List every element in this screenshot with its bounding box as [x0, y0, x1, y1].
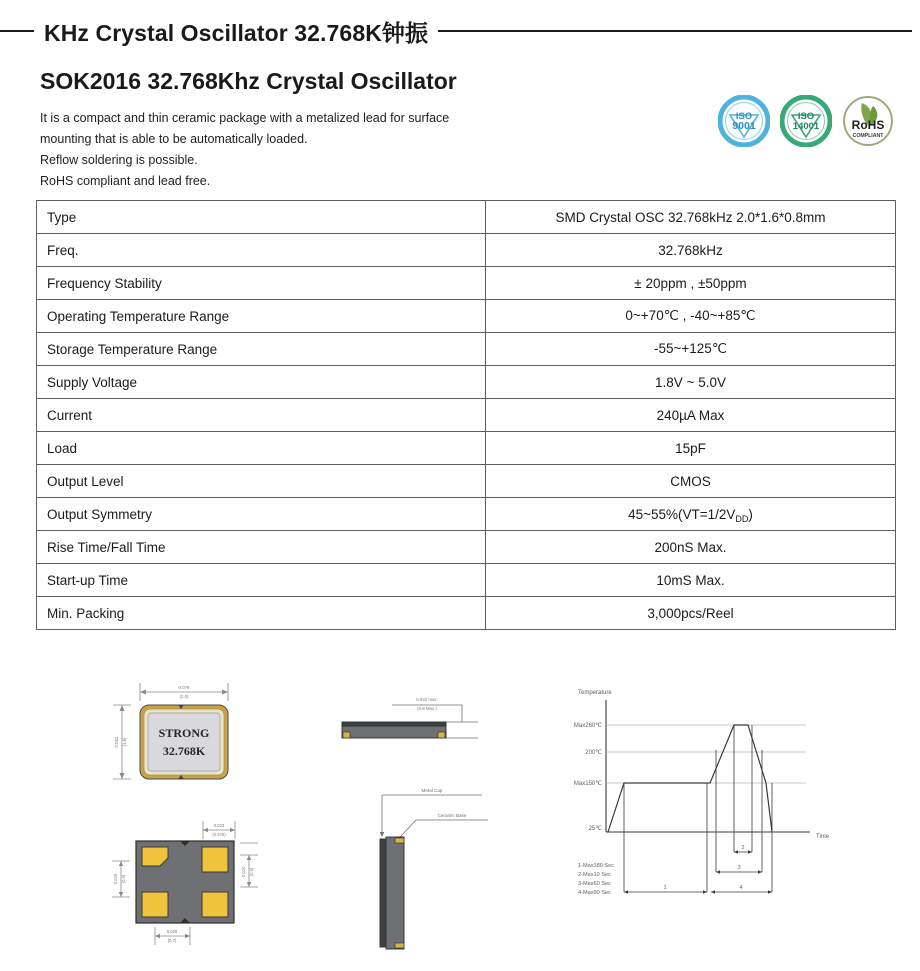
chart-ytick-max260: Max260℃	[573, 723, 602, 729]
spec-value: 15pF	[486, 432, 896, 465]
chart-annotation-3-label: 3	[737, 865, 741, 871]
chart-annotation-2-label: 2	[741, 845, 745, 851]
top-view-height-mm: (1.6)	[122, 737, 127, 747]
table-row	[37, 399, 896, 432]
metal-cap-leader	[380, 795, 482, 837]
spec-key: Supply Voltage	[37, 366, 486, 399]
symmetry-value-sub: DD	[735, 513, 749, 524]
top-view-width-inch: 0.079	[178, 685, 190, 690]
package-lid-surface	[148, 713, 220, 771]
iso-14001-line2: 14001	[792, 121, 820, 132]
bottom-view-pad-bottom-inch: 0.028	[166, 929, 178, 934]
bottom-view-pad-right-dimension	[240, 843, 258, 887]
bottom-view-pad-bottom-mm: (0.7)	[167, 938, 177, 943]
table-row	[37, 366, 896, 399]
description-line-2: mounting that is able to be automatically loaded.	[40, 132, 308, 146]
side-view-thickness-mm: (0.8 Max.)	[417, 706, 437, 711]
ceramic-base-label: Ceramic Base	[437, 813, 467, 818]
iso-14001-badge	[780, 95, 832, 147]
spec-value: SMD Crystal OSC 32.768kHz 2.0*1.6*0.8mm	[486, 201, 896, 234]
spec-value: 3,000pcs/Reel	[486, 597, 896, 630]
product-description	[40, 108, 510, 192]
spec-value: CMOS	[486, 465, 896, 498]
banner-rule-right	[438, 30, 912, 32]
chart-annotation-4-label: 4	[739, 885, 743, 891]
table-row	[37, 498, 896, 531]
side-view-lead-right	[438, 732, 445, 738]
chart-y-axis-title: Temperature	[578, 690, 612, 696]
chart-legend-line-1: 1-Max180 Sec	[578, 863, 615, 869]
symmetry-value-pre: 45~55%(VT=1/2V	[628, 506, 736, 522]
top-view-width-mm: (2.0)	[179, 694, 189, 699]
spec-key: Output Level	[37, 465, 486, 498]
package-bottom-view-drawing	[100, 815, 285, 950]
chip-marking-line2: 32.768K	[162, 744, 206, 758]
description-line-1: It is a compact and thin ceramic package with a metalized lead for surface	[40, 111, 450, 125]
pad-4	[142, 892, 168, 917]
iso-14001-line1: ISO	[797, 111, 815, 122]
spec-value: 1.8V ~ 5.0V	[486, 366, 896, 399]
pad-3	[202, 892, 228, 917]
symmetry-value-post: )	[748, 506, 753, 522]
specification-table	[36, 200, 896, 630]
spec-key: Load	[37, 432, 486, 465]
iso-9001-badge	[718, 95, 770, 147]
side-view-lead-left	[343, 732, 350, 738]
chart-legend-line-2: 2-Max10 Sec	[578, 872, 611, 878]
iso-9001-line1: ISO	[735, 111, 753, 122]
spec-value: 200nS Max.	[486, 531, 896, 564]
chart-ytick-200: 200℃	[585, 750, 602, 756]
side-view-ceramic-base	[342, 726, 446, 738]
bottom-view-pad-left-inch: 0.020	[113, 873, 118, 885]
iso-9001-line2: 9001	[732, 120, 756, 132]
spec-key: Min. Packing	[37, 597, 486, 630]
end-view-lead-top	[395, 838, 404, 843]
chart-ytick-max150: Max150℃	[573, 781, 602, 787]
spec-value: 240µA Max	[486, 399, 896, 432]
table-row	[37, 597, 896, 630]
chart-legend-line-4: 4-Max90 Sec	[578, 890, 611, 896]
bottom-view-pad-left-mm: (0.5)	[121, 874, 126, 884]
chart-ytick-25: 25℃	[588, 826, 602, 832]
end-view-metal-cap	[380, 839, 386, 947]
table-row	[37, 531, 896, 564]
chip-marking-line1: STRONG	[158, 726, 210, 740]
description-line-3: Reflow soldering is possible.	[40, 153, 198, 167]
spec-value: 0~+70℃ , -40~+85℃	[486, 300, 896, 333]
top-view-height-inch: 0.063	[114, 736, 119, 748]
spec-key: Type	[37, 201, 486, 234]
table-row	[37, 465, 896, 498]
chart-legend-line-3: 3-Max60 Sec	[578, 881, 611, 887]
table-row	[37, 300, 896, 333]
spec-key: Rise Time/Fall Time	[37, 531, 486, 564]
package-end-view-drawing	[370, 775, 520, 955]
spec-key: Storage Temperature Range	[37, 333, 486, 366]
description-line-4: RoHS compliant and lead free.	[40, 174, 211, 188]
end-view-lead-bottom	[395, 943, 404, 948]
spec-key: Frequency Stability	[37, 267, 486, 300]
product-subtitle: SOK2016 32.768Khz Crystal Oscillator	[40, 68, 457, 94]
chart-x-axis-title: Time	[816, 834, 830, 840]
spec-key: Operating Temperature Range	[37, 300, 486, 333]
ceramic-base-leader	[399, 820, 488, 841]
spec-key: Output Symmetry	[37, 498, 486, 531]
reflow-profile-chart	[548, 680, 888, 910]
package-top-view-drawing	[95, 675, 270, 795]
page-title: KHz Crystal Oscillator 32.768K钟振	[44, 19, 429, 46]
spec-value-symmetry	[486, 498, 896, 531]
bottom-view-pad-right-mm: (0.6)	[249, 867, 254, 877]
table-row	[37, 267, 896, 300]
chart-reflow-curve	[608, 725, 772, 832]
table-row	[37, 201, 896, 234]
chart-annotation-1-label: 1	[663, 885, 667, 891]
spec-value: 10mS Max.	[486, 564, 896, 597]
page-header-banner	[0, 14, 920, 48]
bottom-view-pad-right-inch: 0.024	[241, 866, 246, 878]
table-row	[37, 333, 896, 366]
side-view-thickness-inch: 0.032 max.	[416, 697, 438, 702]
table-row	[37, 564, 896, 597]
chart-stage-extension-lines	[624, 725, 772, 892]
table-row	[37, 432, 896, 465]
pad-2	[202, 847, 228, 872]
spec-value: -55~+125℃	[486, 333, 896, 366]
spec-key: Freq.	[37, 234, 486, 267]
metal-cap-label: Metal Cap	[421, 788, 443, 793]
spec-key: Start-up Time	[37, 564, 486, 597]
package-drawings	[0, 655, 920, 971]
banner-rule-left	[0, 30, 34, 32]
side-view-metal-cap	[342, 722, 446, 726]
spec-value: ± 20ppm , ±50ppm	[486, 267, 896, 300]
end-view-ceramic-base	[386, 837, 404, 949]
rohs-label: RoHS	[851, 118, 885, 132]
table-row	[37, 234, 896, 267]
bottom-view-pad-top-inch: 0.023	[213, 823, 225, 828]
spec-value: 32.768kHz	[486, 234, 896, 267]
certification-badges	[718, 95, 894, 147]
package-side-view-drawing	[330, 680, 510, 770]
bottom-view-pad-top-mm: (0.575)	[212, 832, 226, 837]
spec-key: Current	[37, 399, 486, 432]
rohs-badge	[842, 95, 894, 147]
rohs-compliant-label: COMPLIANT	[852, 133, 884, 139]
